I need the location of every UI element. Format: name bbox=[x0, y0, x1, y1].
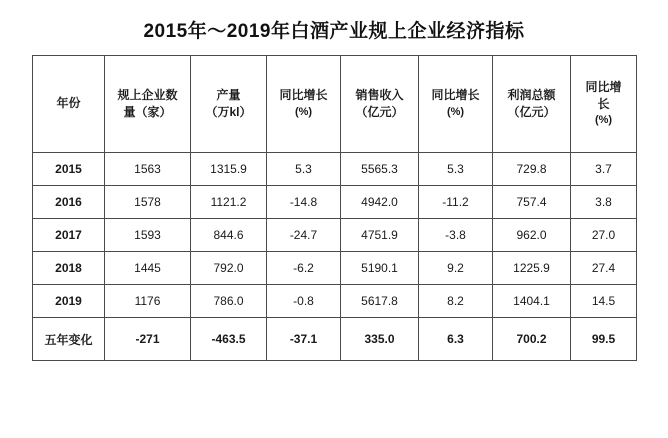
cell-revenue-growth: -11.2 bbox=[419, 186, 493, 219]
column-header-profit-growth-line1: 同比增 bbox=[585, 79, 622, 94]
column-header-output-line2: （万kl） bbox=[205, 105, 252, 119]
cell-revenue: 4751.9 bbox=[341, 219, 419, 252]
cell-enterprises: 1593 bbox=[105, 219, 191, 252]
column-header-revenue bbox=[341, 56, 419, 153]
cell-enterprises: 1563 bbox=[105, 153, 191, 186]
cell-summary-profit: 700.2 bbox=[493, 318, 571, 361]
cell-output: 844.6 bbox=[191, 219, 267, 252]
cell-summary-label: 五年变化 bbox=[33, 318, 105, 361]
cell-year: 2018 bbox=[33, 252, 105, 285]
cell-profit: 757.4 bbox=[493, 186, 571, 219]
cell-revenue: 5565.3 bbox=[341, 153, 419, 186]
column-header-profit-line2: （亿元） bbox=[507, 105, 556, 119]
table-row bbox=[33, 186, 637, 219]
cell-profit: 962.0 bbox=[493, 219, 571, 252]
cell-year: 2017 bbox=[33, 219, 105, 252]
cell-year: 2016 bbox=[33, 186, 105, 219]
column-header-profit-line1: 利润总额 bbox=[507, 87, 556, 102]
cell-profit-growth: 27.0 bbox=[571, 219, 637, 252]
table-container bbox=[0, 55, 668, 361]
cell-revenue: 4942.0 bbox=[341, 186, 419, 219]
cell-profit: 729.8 bbox=[493, 153, 571, 186]
table-row bbox=[33, 252, 637, 285]
cell-summary-profit-growth: 99.5 bbox=[571, 318, 637, 361]
column-header-year bbox=[33, 56, 105, 153]
cell-enterprises: 1445 bbox=[105, 252, 191, 285]
cell-revenue-growth: -3.8 bbox=[419, 219, 493, 252]
column-header-revenue-growth-line1: 同比增长 bbox=[431, 88, 480, 103]
cell-profit-growth: 3.8 bbox=[571, 186, 637, 219]
column-header-enterprises-line1: 规上企业数 bbox=[117, 87, 178, 102]
column-header-profit-growth-unit: (%) bbox=[594, 114, 613, 127]
cell-output-growth: 5.3 bbox=[267, 153, 341, 186]
cell-summary-output-growth: -37.1 bbox=[267, 318, 341, 361]
cell-output-growth: -0.8 bbox=[267, 285, 341, 318]
column-header-enterprises bbox=[105, 56, 191, 153]
cell-revenue: 5617.8 bbox=[341, 285, 419, 318]
cell-profit: 1225.9 bbox=[493, 252, 571, 285]
column-header-output-growth-unit: (%) bbox=[294, 105, 313, 118]
table-header-row bbox=[33, 56, 637, 153]
column-header-output-growth bbox=[267, 56, 341, 153]
cell-profit: 1404.1 bbox=[493, 285, 571, 318]
column-header-revenue-growth bbox=[419, 56, 493, 153]
cell-summary-output: -463.5 bbox=[191, 318, 267, 361]
cell-output: 786.0 bbox=[191, 285, 267, 318]
cell-year: 2015 bbox=[33, 153, 105, 186]
column-header-profit-growth bbox=[571, 56, 637, 153]
cell-revenue-growth: 8.2 bbox=[419, 285, 493, 318]
cell-year: 2019 bbox=[33, 285, 105, 318]
economic-indicators-table bbox=[32, 55, 637, 361]
table-row bbox=[33, 285, 637, 318]
cell-output: 1315.9 bbox=[191, 153, 267, 186]
column-header-year-line1: 年份 bbox=[56, 96, 81, 111]
cell-profit-growth: 3.7 bbox=[571, 153, 637, 186]
column-header-revenue-line2: （亿元） bbox=[355, 105, 404, 119]
cell-enterprises: 1176 bbox=[105, 285, 191, 318]
cell-revenue-growth: 5.3 bbox=[419, 153, 493, 186]
column-header-profit bbox=[493, 56, 571, 153]
table-head bbox=[33, 56, 637, 153]
cell-output-growth: -24.7 bbox=[267, 219, 341, 252]
cell-output: 1121.2 bbox=[191, 186, 267, 219]
cell-revenue: 5190.1 bbox=[341, 252, 419, 285]
page-title: 2015年～2019年白酒产业规上企业经济指标 bbox=[143, 21, 525, 42]
cell-output: 792.0 bbox=[191, 252, 267, 285]
column-header-output bbox=[191, 56, 267, 153]
table-summary-row bbox=[33, 318, 637, 361]
cell-output-growth: -6.2 bbox=[267, 252, 341, 285]
column-header-revenue-growth-unit: (%) bbox=[446, 105, 465, 118]
cell-output-growth: -14.8 bbox=[267, 186, 341, 219]
cell-profit-growth: 27.4 bbox=[571, 252, 637, 285]
cell-revenue-growth: 9.2 bbox=[419, 252, 493, 285]
cell-profit-growth: 14.5 bbox=[571, 285, 637, 318]
table-row bbox=[33, 219, 637, 252]
cell-summary-revenue-growth: 6.3 bbox=[419, 318, 493, 361]
column-header-output-line1: 产量 bbox=[216, 87, 241, 102]
table-body bbox=[33, 153, 637, 361]
column-header-output-growth-line1: 同比增长 bbox=[279, 88, 328, 103]
cell-summary-enterprises: -271 bbox=[105, 318, 191, 361]
column-header-revenue-line1: 销售收入 bbox=[355, 87, 404, 102]
table-row bbox=[33, 153, 637, 186]
cell-summary-revenue: 335.0 bbox=[341, 318, 419, 361]
column-header-profit-growth-line2: 长 bbox=[597, 97, 610, 112]
cell-enterprises: 1578 bbox=[105, 186, 191, 219]
column-header-enterprises-line2: 量（家） bbox=[123, 105, 172, 119]
